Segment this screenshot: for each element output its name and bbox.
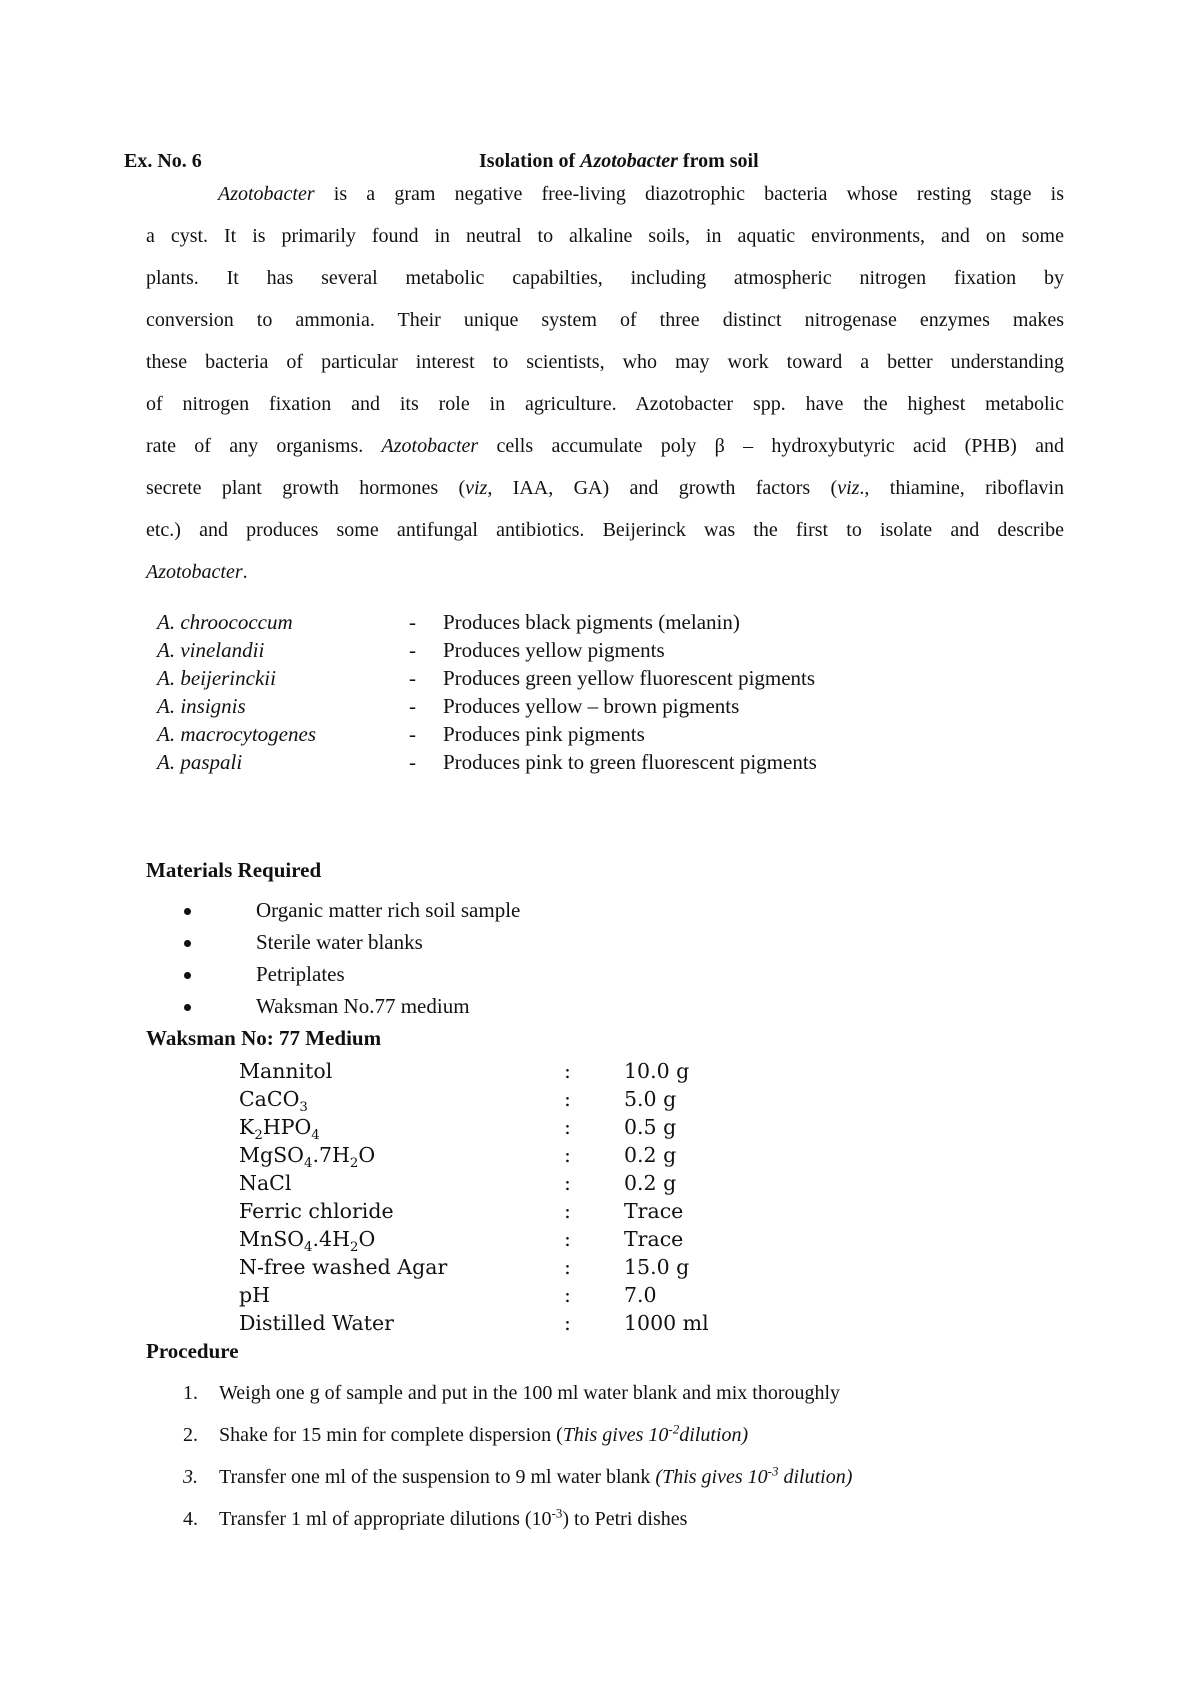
bullet-icon <box>184 972 191 979</box>
species-pigment: Produces green yellow fluorescent pigments <box>443 666 816 690</box>
step-number: 1. <box>183 1382 198 1404</box>
ingredient-name: CaCO$_3$ <box>239 1087 308 1116</box>
paragraph-line: conversion to ammonia. Their unique system of three distinct nitrogenase enzymes makes <box>146 309 1064 331</box>
ingredient-name: Distilled Water <box>239 1311 394 1335</box>
species-pigment: Produces black pigments (melanin) <box>443 610 740 634</box>
ingredient-amount: 5.0 g <box>624 1087 677 1111</box>
bullet-icon <box>184 908 191 915</box>
species-dash: - <box>409 610 416 634</box>
ingredient-amount: 10.0 g <box>624 1059 690 1083</box>
paragraph-line: of nitrogen fixation and its role in agriculture. Azotobacter spp. have the highest metabolic <box>146 393 1064 415</box>
title-pre: Isolation of <box>479 150 581 172</box>
ingredient-amount: 0.2 g <box>624 1171 677 1195</box>
paragraph-line: Azotobacter. <box>146 561 248 583</box>
list-item: Waksman No.77 medium <box>256 994 470 1018</box>
list-item: Sterile water blanks <box>256 930 423 954</box>
ingredient-name: N-free washed Agar <box>239 1255 448 1279</box>
ingredient-name: $MgSO_4.7H_2O$ <box>239 1143 376 1172</box>
list-item: Organic matter rich soil sample <box>256 898 521 922</box>
ingredient-amount: 15.0 g <box>624 1255 690 1279</box>
species-dash: - <box>409 750 416 774</box>
ingredient-name: $K_2HPO_4$ <box>239 1115 320 1144</box>
species-pigment: Produces yellow – brown pigments <box>443 694 740 718</box>
bullet-icon <box>184 1004 191 1011</box>
materials-heading: Materials Required <box>146 858 322 882</box>
colon: : <box>564 1171 571 1195</box>
paragraph-line: etc.) and produces some antifungal antibiotics. Beijerinck was the first to isolate and describe <box>146 519 1064 541</box>
paragraph-line: secrete plant growth hormones (viz, IAA, GA) and growth factors (viz., thiamine, riboflavin <box>146 477 1064 499</box>
procedure-heading: Procedure <box>146 1339 239 1363</box>
ingredient-amount: 7.0 <box>624 1283 657 1307</box>
colon: : <box>564 1283 571 1307</box>
ingredient-amount: Trace <box>624 1199 684 1223</box>
medium-heading: Waksman No: 77 Medium <box>146 1026 382 1050</box>
ingredient-amount: 1000 ml <box>624 1311 709 1335</box>
ingredient-amount: 0.5 g <box>624 1115 677 1139</box>
species-pigment: Produces yellow pigments <box>443 638 665 662</box>
step-text: Weigh one g of sample and put in the 100 ml water blank and mix thoroughly <box>219 1382 841 1404</box>
ingredient-name: Ferric chloride <box>239 1199 394 1223</box>
intro-paragraph <box>146 173 1064 593</box>
exercise-number: Ex. No. 6 <box>124 150 202 172</box>
species-name: A. paspali <box>157 750 243 774</box>
ingredient-name: NaCl <box>239 1171 292 1195</box>
ingredient-name: pH <box>239 1283 271 1307</box>
step-text: Shake for 15 min for complete dispersion (This gives $10^{-2}dilution$) <box>219 1421 749 1446</box>
species-pigment: Produces pink to green fluorescent pigments <box>443 750 817 774</box>
paragraph-line: rate of any organisms. Azotobacter cells accumulate poly β – hydroxybutyric acid (PHB) and <box>146 435 1064 457</box>
species-name: A. chroococcum <box>157 610 293 634</box>
species-dash: - <box>409 722 416 746</box>
colon: : <box>564 1255 571 1279</box>
ingredient-amount: 0.2 g <box>624 1143 677 1167</box>
species-name: A. macrocytogenes <box>157 722 316 746</box>
colon: : <box>564 1199 571 1223</box>
species-name: A. insignis <box>157 694 246 718</box>
step-text: Transfer one ml of the suspension to 9 ml water blank (This gives $10^{-3}$ dilution) <box>219 1463 853 1488</box>
colon: : <box>564 1143 571 1167</box>
ingredient-amount: Trace <box>624 1227 684 1251</box>
colon: : <box>564 1087 571 1111</box>
page-title <box>479 150 759 173</box>
species-dash: - <box>409 694 416 718</box>
bullet-icon <box>184 940 191 947</box>
species-name: A. vinelandii <box>157 638 265 662</box>
step-text: Transfer 1 ml of appropriate dilutions $(10^{-3})$ to Petri dishes <box>219 1505 688 1530</box>
title-genus: Azotobacter <box>580 150 678 172</box>
species-dash: - <box>409 666 416 690</box>
colon: : <box>564 1059 571 1083</box>
paragraph-line: these bacteria of particular interest to scientists, who may work toward a better understanding <box>146 351 1064 373</box>
colon: : <box>564 1311 571 1335</box>
step-number: 2. <box>183 1424 198 1446</box>
step-number: 4. <box>183 1508 198 1530</box>
species-pigment: Produces pink pigments <box>443 722 645 746</box>
step-number: 3. <box>183 1466 198 1488</box>
colon: : <box>564 1115 571 1139</box>
ingredient-name: Mannitol <box>239 1059 333 1083</box>
paragraph-line: a cyst. It is primarily found in neutral to alkaline soils, in aquatic environments, and on some <box>146 225 1064 247</box>
species-name: A. beijerinckii <box>157 666 276 690</box>
list-item: Petriplates <box>256 962 345 986</box>
colon: : <box>564 1227 571 1251</box>
paragraph-line: Azotobacter is a gram negative free-living diazotrophic bacteria whose resting stage is <box>218 183 1064 205</box>
ingredient-name: $MnSO_4.4H_2O$ <box>239 1227 376 1256</box>
paragraph-line: plants. It has several metabolic capabilties, including atmospheric nitrogen fixation by <box>146 267 1064 289</box>
species-dash: - <box>409 638 416 662</box>
title-post: from soil <box>677 150 759 172</box>
